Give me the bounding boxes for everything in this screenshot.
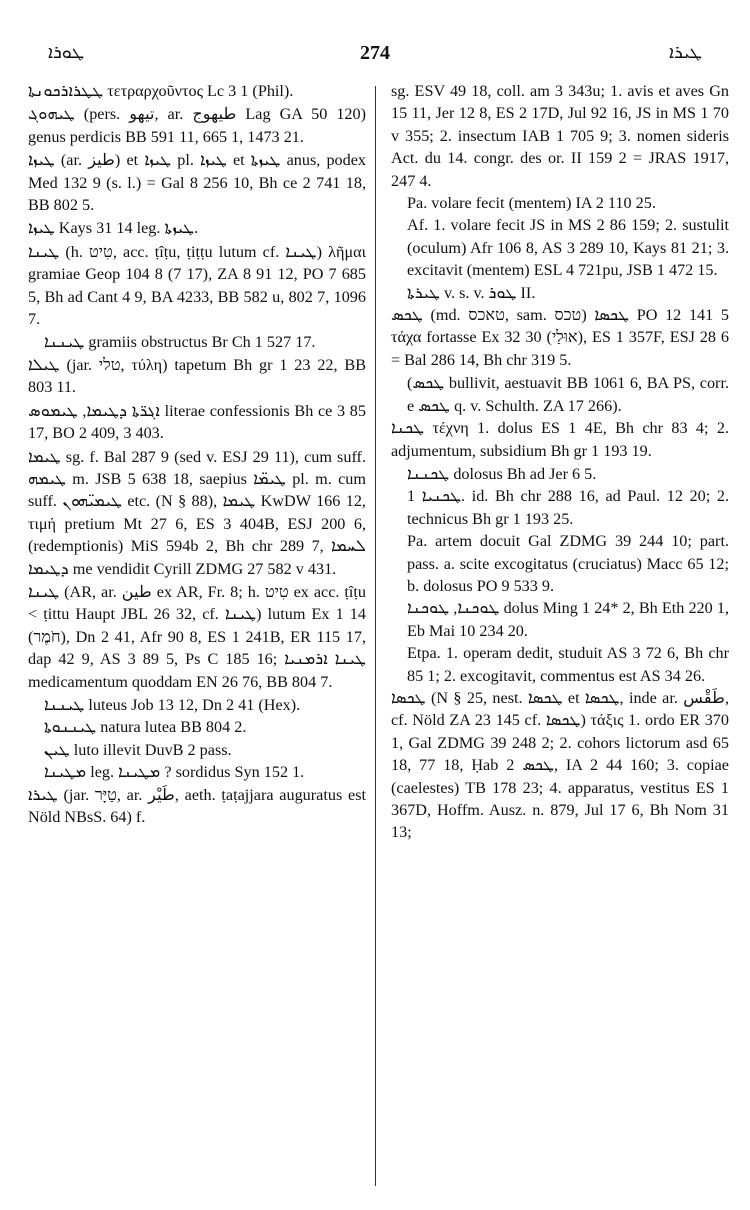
entry: ܛܟܢܐ τέχνη 1. dolus ES 1 4E, Bh chr 83 4; 2. adjumentum, subsidium Bh gr 1 193 19.: [391, 419, 729, 460]
entry: ܛܛܪܐܪܟܘܢܬܐ τετραρχοῦντος Lc 3 1 (Phil).: [28, 82, 294, 100]
entry: Af. 1. volare fecit JS in MS 2 86 159; 2. sustulit (oculum) Afr 106 8, AS 3 289 10, Kays 81 21; 3. excitavit (mentem) ESL 4 721pu, JSB 1 472 15.: [407, 216, 729, 280]
entry: ܛܝܢܢܘܬܐ natura lutea BB 804 2.: [44, 718, 247, 737]
entry: ܛܟܢܝܐ 1. id. Bh chr 288 16, ad Paul. 12 20; 2. technicus Bh gr 1 193 25.: [407, 487, 729, 528]
entry: ܐܓܪ̈ܬܐ ܕܛܝܡܐ, ܛܝܡܘܣ literae confessionis Bh ce 3 85 17, BO 2 409, 3 403.: [28, 401, 366, 443]
entry: Pa. artem docuit Gal ZDMG 39 244 10; part. pass. a. scite excogitatus (cruciatus) Macc 65 12; b. dolosus PO 9 533 9.: [407, 532, 729, 595]
entry: (ܛܟܣ bullivit, aestuavit BB 1061 6, BA PS, corr. e ܛܟܣ q. v. Schulth. ZA 17 266).: [407, 374, 729, 415]
entry: ܛܝܗܘܓ (pers. تیهو, ar. طيهوج Lag GA 50 120) genus perdicis BB 591 11, 665 1, 1473 21.: [28, 105, 367, 146]
header-left-catchword: ܛܘܪܐ: [48, 42, 85, 62]
entry: ܛܟܣ (md. טאכס, sam. טכס) ܛܟܣܐ PO 12 141 5 τάχα fortasse Ex 32 30 (אוּלַי), ES 1 357F, ESJ 28 6 = Bal 286 14, Bh chr 319 5.: [391, 306, 730, 369]
entry: ܛܘܟܢܐ, ܛܘܟܢܐ dolus Ming 1 24* 2, Bh Eth 220 1, Eb Mai 10 234 20.: [407, 599, 729, 640]
right-column: [391, 80, 729, 845]
entry: sg. ESV 49 18, coll. am 3 343u; 1. avis et aves Gn 15 11, Jer 12 8, ES 2 17D, Jul 92 16, JS in MS 1 70 v 355; 2. insectum IAB 1 705 9; 3. nomen sideris Act. du 14. congr. des or. II 159 2 = JRAS 1917, 247 4.: [391, 82, 729, 190]
entry: ܛܝܢܐ (h. טִיט, acc. ṭîṭu, ṭiṭṭu lutum cf. ܛܝܢܐ) λῆμαι gramiae Geop 104 8 (7 17), ZA 8 91 12, PO 7 685 5, Bh ad Cant 4 9, BA 4233, BB 582 u, 802 7, 1096 7.: [28, 242, 366, 329]
entry: ܛܝܪܐ (jar. טַיָּר, ar. طَيْر, aeth. ṭaṭajjara auguratus est Nöld NBsS. 64) f.: [28, 785, 366, 826]
entry: ܛܝܠܐ (jar. טלי, τύλη) tapetum Bh gr 1 23 22, BB 803 11.: [28, 355, 366, 397]
entry: ܛܝܢܐ (AR, ar. طين ex AR, Fr. 8; h. טִיט ex acc. ṭîṭu < ṭittu Haupt JBL 26 32, cf. ܛܝܢܐ) lutum Ex 1 14 (חֹמֶר), Dn 2 41, Afr 90 8, ES 1 241B, ER 115 17, dap 42 9, AS 3 89 5, Ps C 185 16; ܛܝܢܐ ܐܪܡܢܝܐ medicamentum quoddam EN 26 76, BB 804 7.: [28, 582, 366, 691]
page-header: [20, 42, 730, 72]
entry: ܛܟܢܢܐ dolosus Bh ad Jer 6 5.: [407, 464, 597, 483]
entry: ܛܝܪܬܐ v. s. v. ܛܘܪ II.: [407, 283, 536, 302]
left-column: [28, 80, 366, 829]
header-right-catchword: ܛܝܪܐ: [668, 42, 702, 62]
entry: ܛܝܢܢܐ gramiis obstructus Br Ch 1 527 17.: [44, 333, 316, 352]
column-divider: [375, 86, 376, 1186]
entry: ܡܛܝܢܐ leg. ܡܛܝܢܐ ? sordidus Syn 152 1.: [44, 763, 305, 782]
entry: ܛܝܡܐ sg. f. Bal 287 9 (sed v. ESJ 29 11), cum suff. ܛܝܡܗ m. JSB 5 638 18, saepius ܛܝܡ̈ܐ pl. m. cum suff. ܛܝܡܝ̈ܗܘܢ etc. (N § 88), ܛܝܡܐ KwDW 166 12, τιμή pretium Mt 27 6, ES 3 404B, ESJ 200 6, (redemptionis) MiS 594b 2, Bh chr 289 7, ܠܚܡܐ ܕܛܝܡܐ me vendidit Cyrill ZDMG 27 582 v 431.: [28, 447, 366, 578]
entry: Pa. volare fecit (mentem) IA 2 110 25.: [407, 194, 656, 213]
entry: ܛܟܣܐ (N § 25, nest. ܛܟܣܐ et ܛܟܣܐ, inde ar. طَقْس, cf. Nöld ZA 23 145 cf. ܛܟܣܐ) τάξις 1. ordo ER 370 1, Gal ZDMG 39 248 2; 2. cohors lictorum asd 65 18, 77 18, Ḥab ܛܟܣ 2, IA 2 44 160; 3. copiae (caelestes) TB 178 23; 4. apparatus, vestitus ES 1 367D, Hoffm. Ausz. n. 879, Jul 17 6, Bh Nom 31 13;: [391, 688, 730, 842]
entry: ܛܝܢܢܐ luteus Job 13 12, Dn 2 41 (Hex).: [44, 695, 301, 714]
entry: ܛܝܙܐ Kays 31 14 leg. ܛܝܙܬܐ.: [28, 219, 199, 238]
entry: ܛܝܢ luto illevit DuvB 2 pass.: [44, 740, 232, 759]
entry: Etpa. 1. operam dedit, studuit AS 3 72 6, Bh chr 85 1; 2. excogitavit, commentus est AS 34 26.: [407, 644, 729, 685]
entry: ܛܝܙܐ (ar. طيز) et ܛܝܙܐ pl. ܛܝܙܐ et ܛܝܙܬܐ anus, podex Med 132 9 (s. l.) = Gal 8 256 10, Bh ce 2 741 18, BB 802 5.: [28, 151, 367, 215]
page-number: 274: [360, 42, 390, 64]
